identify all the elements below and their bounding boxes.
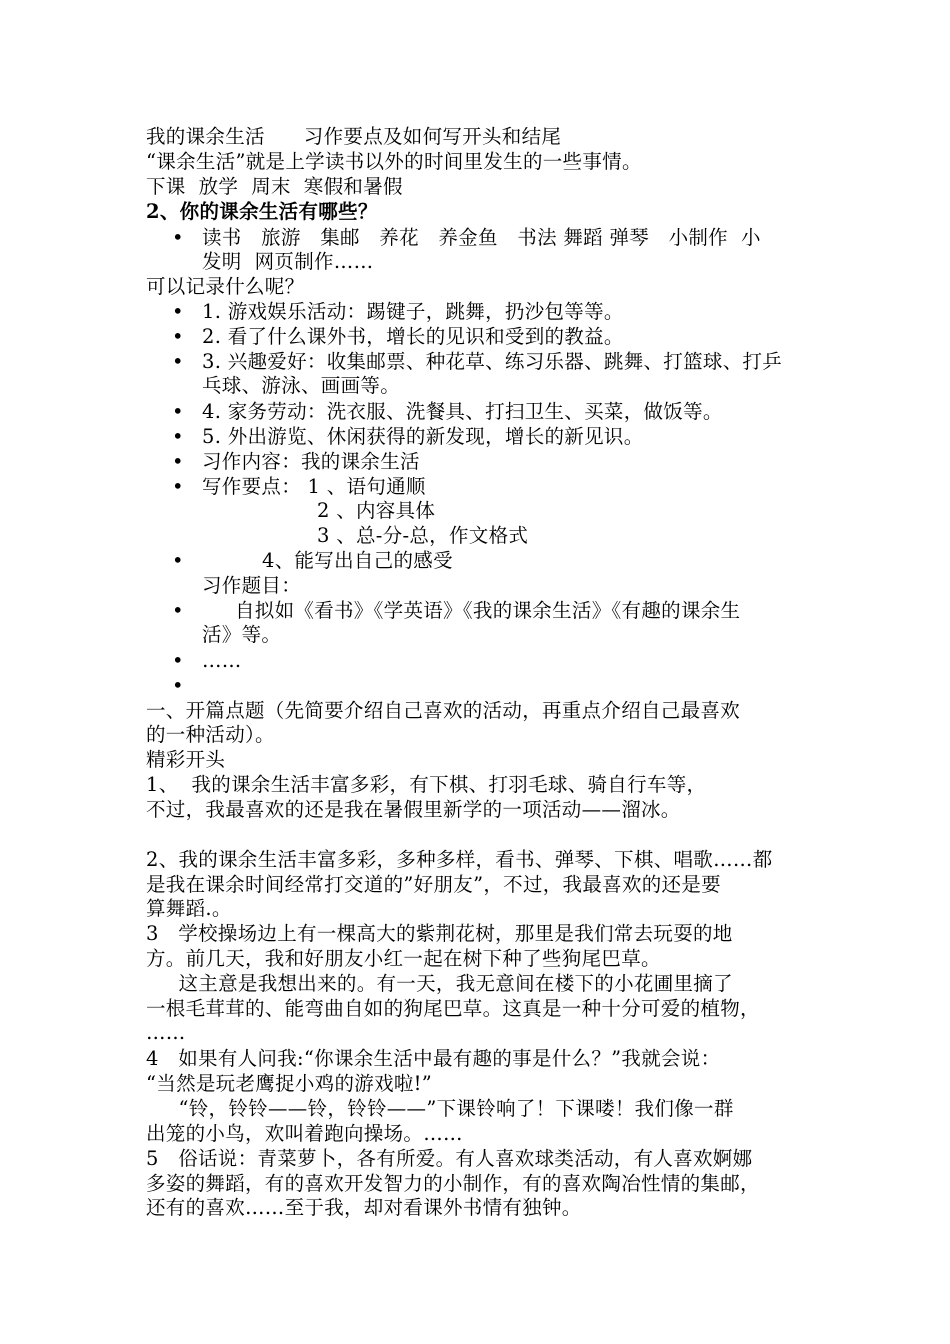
document-title: 我的课余生活 习作要点及如何写开头和结尾 — [146, 125, 562, 148]
record-item-4: 4. 家务劳动：洗衣服、洗餐具、打扫卫生、买菜，做饭等。 — [202, 400, 723, 423]
topics-line-1: 自拟如《看书》《学英语》《我的课余生活》《有趣的课余生 — [235, 599, 741, 622]
example-4-line-1: 4 如果有人问我:“你课余生活中最有趣的事是什么？”我就会说： — [146, 1047, 721, 1070]
example-3-line-3: 这主意是我想出来的。有一天，我无意间在楼下的小花圃里摘了 — [146, 972, 733, 995]
bullet-marker: • — [172, 475, 184, 498]
bullet-marker: • — [172, 450, 184, 473]
time-list: 下课 放学 周末 寒假和暑假 — [146, 175, 403, 198]
ellipsis-item: …… — [202, 649, 242, 672]
opening-heading-line-2: 的一种活动）。 — [146, 723, 275, 746]
example-1-line-2: 不过，我最喜欢的还是我在暑假里新学的一项活动——溜冰。 — [146, 798, 681, 821]
example-2-line-3: 算舞蹈.。 — [146, 897, 232, 920]
example-2-line-2: 是我在课余时间经常打交道的”好朋友”，不过，我最喜欢的还是要 — [146, 873, 721, 896]
bullet-marker: • — [172, 325, 184, 348]
opening-heading-line-1: 一、开篇点题（先简要介绍自己喜欢的活动，再重点介绍自己最喜欢 — [146, 699, 741, 722]
example-5-line-3: 还有的喜欢……至于我，却对看课外书情有独钟。 — [146, 1196, 582, 1219]
bullet-marker: • — [172, 674, 184, 697]
writing-point-2: 2 、内容具体 — [317, 499, 436, 522]
example-4-line-3: “铃，铃铃——铃，铃铃——”下课铃响了！下课喽！我们像一群 — [146, 1097, 734, 1120]
record-item-3-line-2: 乓球、游泳、画画等。 — [202, 374, 401, 397]
record-question: 可以记录什么呢？ — [146, 275, 305, 298]
topics-line-2: 活》等。 — [202, 623, 282, 646]
example-4-line-4: 出笼的小鸟，欢叫着跑向操场。…… — [146, 1122, 463, 1145]
example-4-line-2: “当然是玩老鹰捉小鸡的游戏啦!” — [146, 1072, 433, 1095]
record-item-3-line-1: 3. 兴趣爱好：收集邮票、种花草、练习乐器、跳舞、打篮球、打乒 — [202, 350, 783, 373]
intro-definition: “课余生活”就是上学读书以外的时间里发生的一些事情。 — [146, 150, 642, 173]
example-5-line-1: 5 俗话说：青菜萝卜，各有所爱。有人喜欢球类活动，有人喜欢婀娜 — [146, 1147, 753, 1170]
topic-label: 习作题目： — [202, 574, 302, 597]
example-2-line-1: 2、我的课余生活丰富多彩，多种多样，看书、弹琴、下棋、唱歌……都 — [146, 848, 773, 871]
example-3-line-4: 一根毛茸茸的、能弯曲自如的狗尾巴草。这真是一种十分可爱的植物， — [146, 997, 760, 1020]
bullet-marker: • — [172, 599, 184, 622]
bullet-marker: • — [172, 549, 184, 572]
example-3-line-2: 方。前几天，我和好朋友小红一起在树下种了些狗尾巴草。 — [146, 947, 661, 970]
example-1-line-1: 1、 我的课余生活丰富多彩，有下棋、打羽毛球、骑自行车等， — [146, 773, 707, 796]
bullet-marker: • — [172, 226, 184, 249]
activities-line-1: 读书 旅游 集邮 养花 养金鱼 书法 舞蹈 弹琴 小制作 小 — [202, 226, 761, 249]
bullet-marker: • — [172, 649, 184, 672]
writing-content: 习作内容：我的课余生活 — [202, 450, 420, 473]
writing-point-3: 3 、总-分-总，作文格式 — [317, 524, 529, 547]
record-item-1: 1. 游戏娱乐活动：踢键子，跳舞，扔沙包等等。 — [202, 300, 624, 323]
writing-point-1: 写作要点： 1 、语句通顺 — [202, 475, 426, 498]
record-item-2: 2. 看了什么课外书，增长的见识和受到的教益。 — [202, 325, 624, 348]
bullet-marker: • — [172, 425, 184, 448]
example-3-line-5: …… — [146, 1021, 186, 1044]
bullet-marker: • — [172, 350, 184, 373]
wonderful-openings-label: 精彩开头 — [146, 748, 226, 771]
example-5-line-2: 多姿的舞蹈，有的喜欢开发智力的小制作，有的喜欢陶冶性情的集邮， — [146, 1172, 760, 1195]
bullet-marker: • — [172, 400, 184, 423]
record-item-5: 5. 外出游览、休闲获得的新发现，增长的新见识。 — [202, 425, 644, 448]
writing-point-4: 4、能写出自己的感受 — [262, 549, 453, 572]
question-2: 2、你的课余生活有哪些？ — [146, 200, 378, 223]
example-3-line-1: 3 学校操场边上有一棵高大的紫荆花树，那里是我们常去玩耍的地 — [146, 922, 733, 945]
bullet-marker: • — [172, 300, 184, 323]
activities-line-2: 发明 网页制作…… — [202, 250, 374, 273]
